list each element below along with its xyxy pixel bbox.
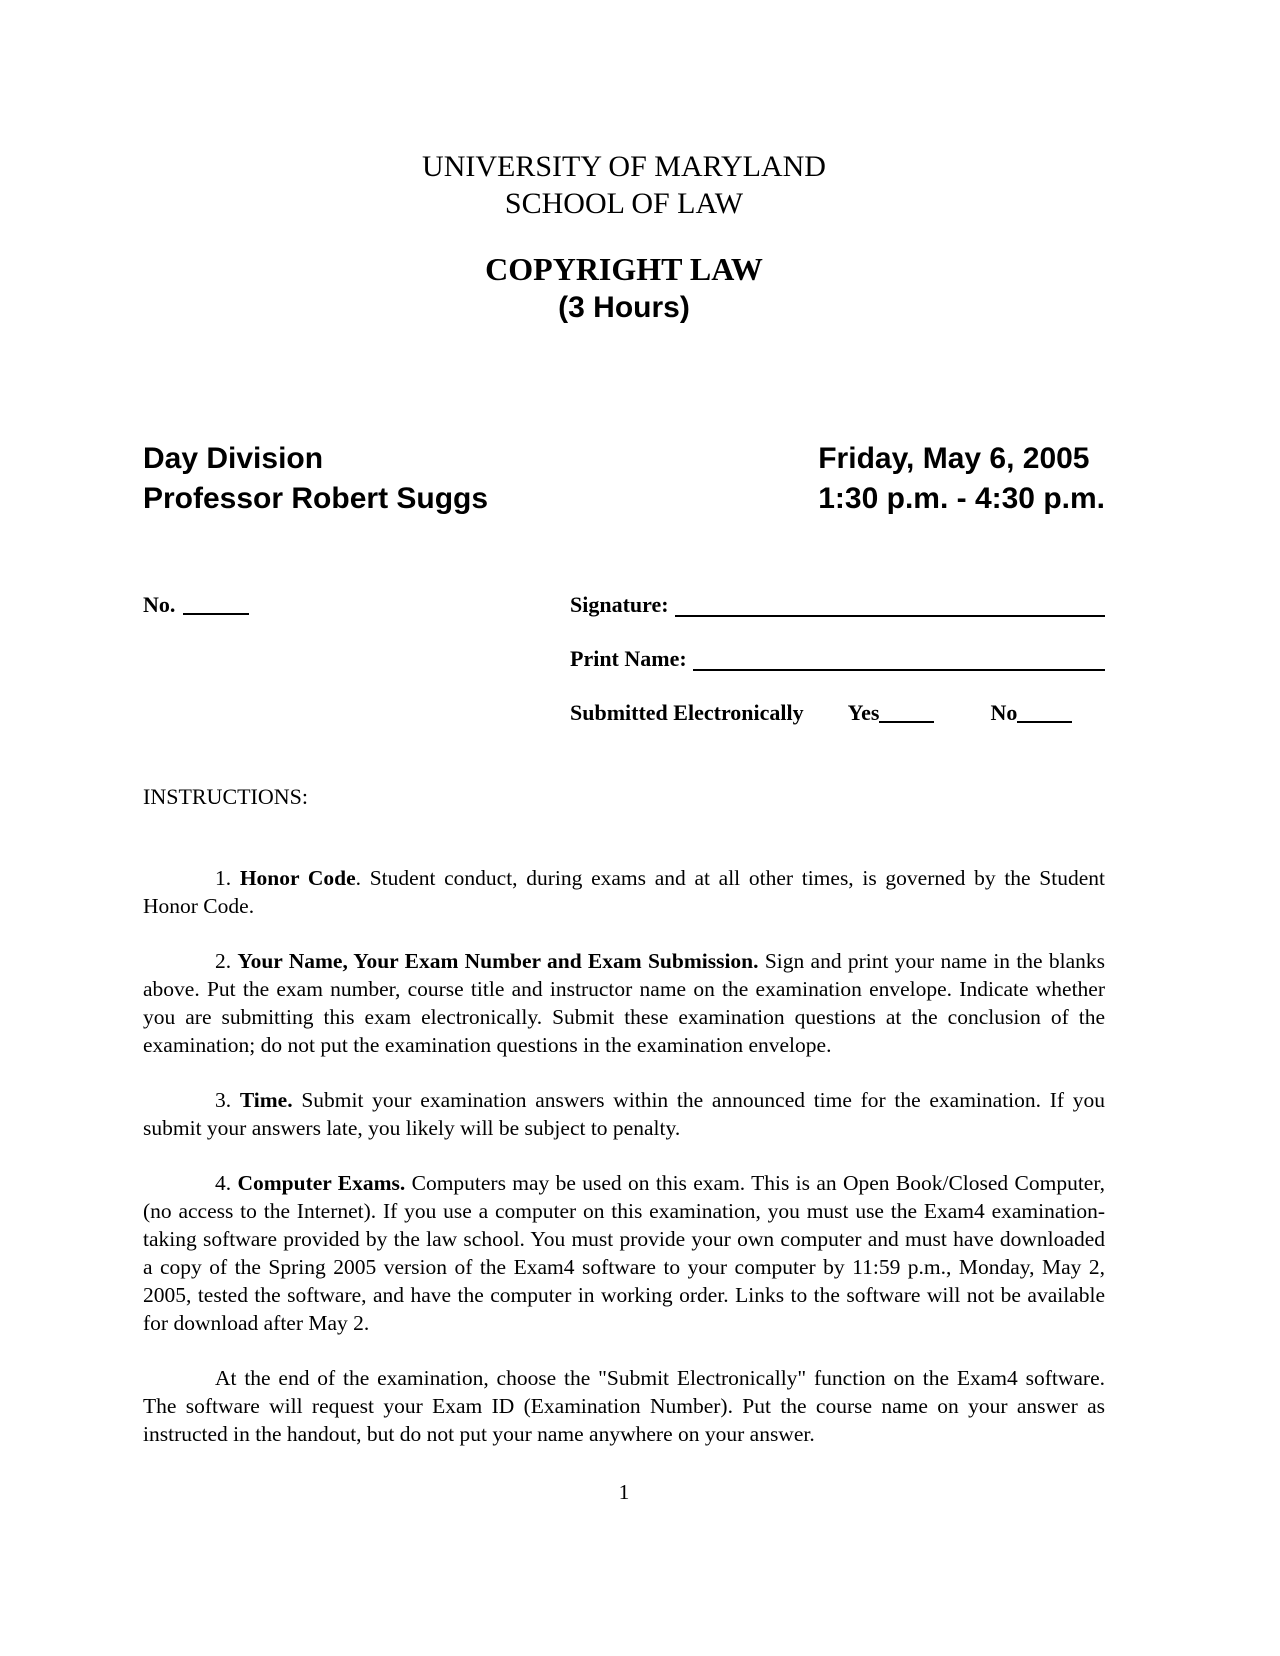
item-2-number: 2. [215, 949, 232, 973]
course-block [143, 250, 1105, 327]
form-right [570, 591, 1105, 727]
instruction-item-3 [143, 1086, 1105, 1142]
instruction-item-1 [143, 864, 1105, 920]
exam-number-label: No. [143, 592, 176, 617]
no-option [990, 699, 1072, 727]
instruction-item-2 [143, 947, 1105, 1059]
yes-label: Yes [847, 700, 880, 725]
print-name-label: Print Name: [570, 646, 687, 671]
item-1-text: . Student conduct, during exams and at all other times, is governed by the Student Honor Code. [143, 866, 1105, 918]
school-name-line2: SCHOOL OF LAW [504, 187, 744, 220]
item-4-number: 4. [215, 1171, 232, 1195]
school-name-line1: UNIVERSITY OF MARYLAND [422, 150, 826, 183]
instructions-heading: INSTRUCTIONS: [143, 784, 309, 809]
signature-label: Signature: [570, 592, 669, 617]
item-1-number: 1. [215, 866, 232, 890]
info-left [143, 439, 488, 519]
item-3-text: Submit your examination answers within the announced time for the examination. If you submit your answers late, you likely will be subject to penalty. [143, 1088, 1106, 1140]
item-1-bold: Honor Code [239, 866, 356, 890]
item-3-bold: Time. [239, 1088, 293, 1112]
info-right [818, 439, 1105, 519]
item-3-number: 3. [215, 1088, 232, 1112]
signature-row [570, 591, 1105, 619]
submitted-row [570, 699, 1105, 727]
exam-time: 1:30 p.m. - 4:30 p.m. [818, 482, 1105, 515]
title-block [143, 148, 1105, 222]
yes-blank [879, 721, 934, 723]
no-blank [1017, 721, 1072, 723]
submitted-electronically-label: Submitted Electronically [570, 700, 804, 725]
exam-number-row [143, 591, 570, 727]
no-label: No [990, 700, 1018, 725]
print-name-blank [693, 669, 1105, 671]
page-number: 1 [618, 1480, 630, 1504]
exam-duration: (3 Hours) [558, 291, 690, 324]
item-2-bold: Your Name, Your Exam Number and Exam Submission. [237, 949, 759, 973]
item-2-text: Sign and print your name in the blanks above. Put the exam number, course title and instructor name on the examination envelope. Indicate whether you are submitting this exam electronically. Submit these examination questions at the conclusion of the examination; do not put the examination questions in the examination envelope. [143, 949, 1106, 1057]
exam-number-blank [183, 613, 249, 615]
course-title: COPYRIGHT LAW [485, 251, 763, 287]
instruction-item-4 [143, 1169, 1105, 1337]
division-label: Day Division [143, 442, 324, 475]
exam-date: Friday, May 6, 2005 [818, 442, 1090, 475]
signature-blank [675, 615, 1105, 617]
item-4-text: Computers may be used on this exam. This is an Open Book/Closed Computer, (no access to the Internet). If you use a computer on this examination, you must use the Exam4 examination-taking software provided by the law school. You must provide your own computer and must have downloaded a copy of the Spring 2005 version of the Exam4 software to your computer by 11:59 p.m., Monday, May 2, 2005, tested the software, and have the computer in working order. Links to the software will not be available for download after May 2. [143, 1171, 1106, 1335]
yes-option [848, 699, 935, 727]
info-row [143, 439, 1105, 519]
professor-name: Professor Robert Suggs [143, 482, 489, 515]
item-4-bold: Computer Exams. [237, 1171, 406, 1195]
print-name-row [570, 645, 1105, 673]
form-section [143, 591, 1105, 727]
closing-paragraph: At the end of the examination, choose the "Submit Electronically" function on the Exam4 software. The software will request your Exam ID (Examination Number). Put the course name on your answer as instructed in the handout, but do not put your name anywhere on your answer. [143, 1366, 1105, 1446]
